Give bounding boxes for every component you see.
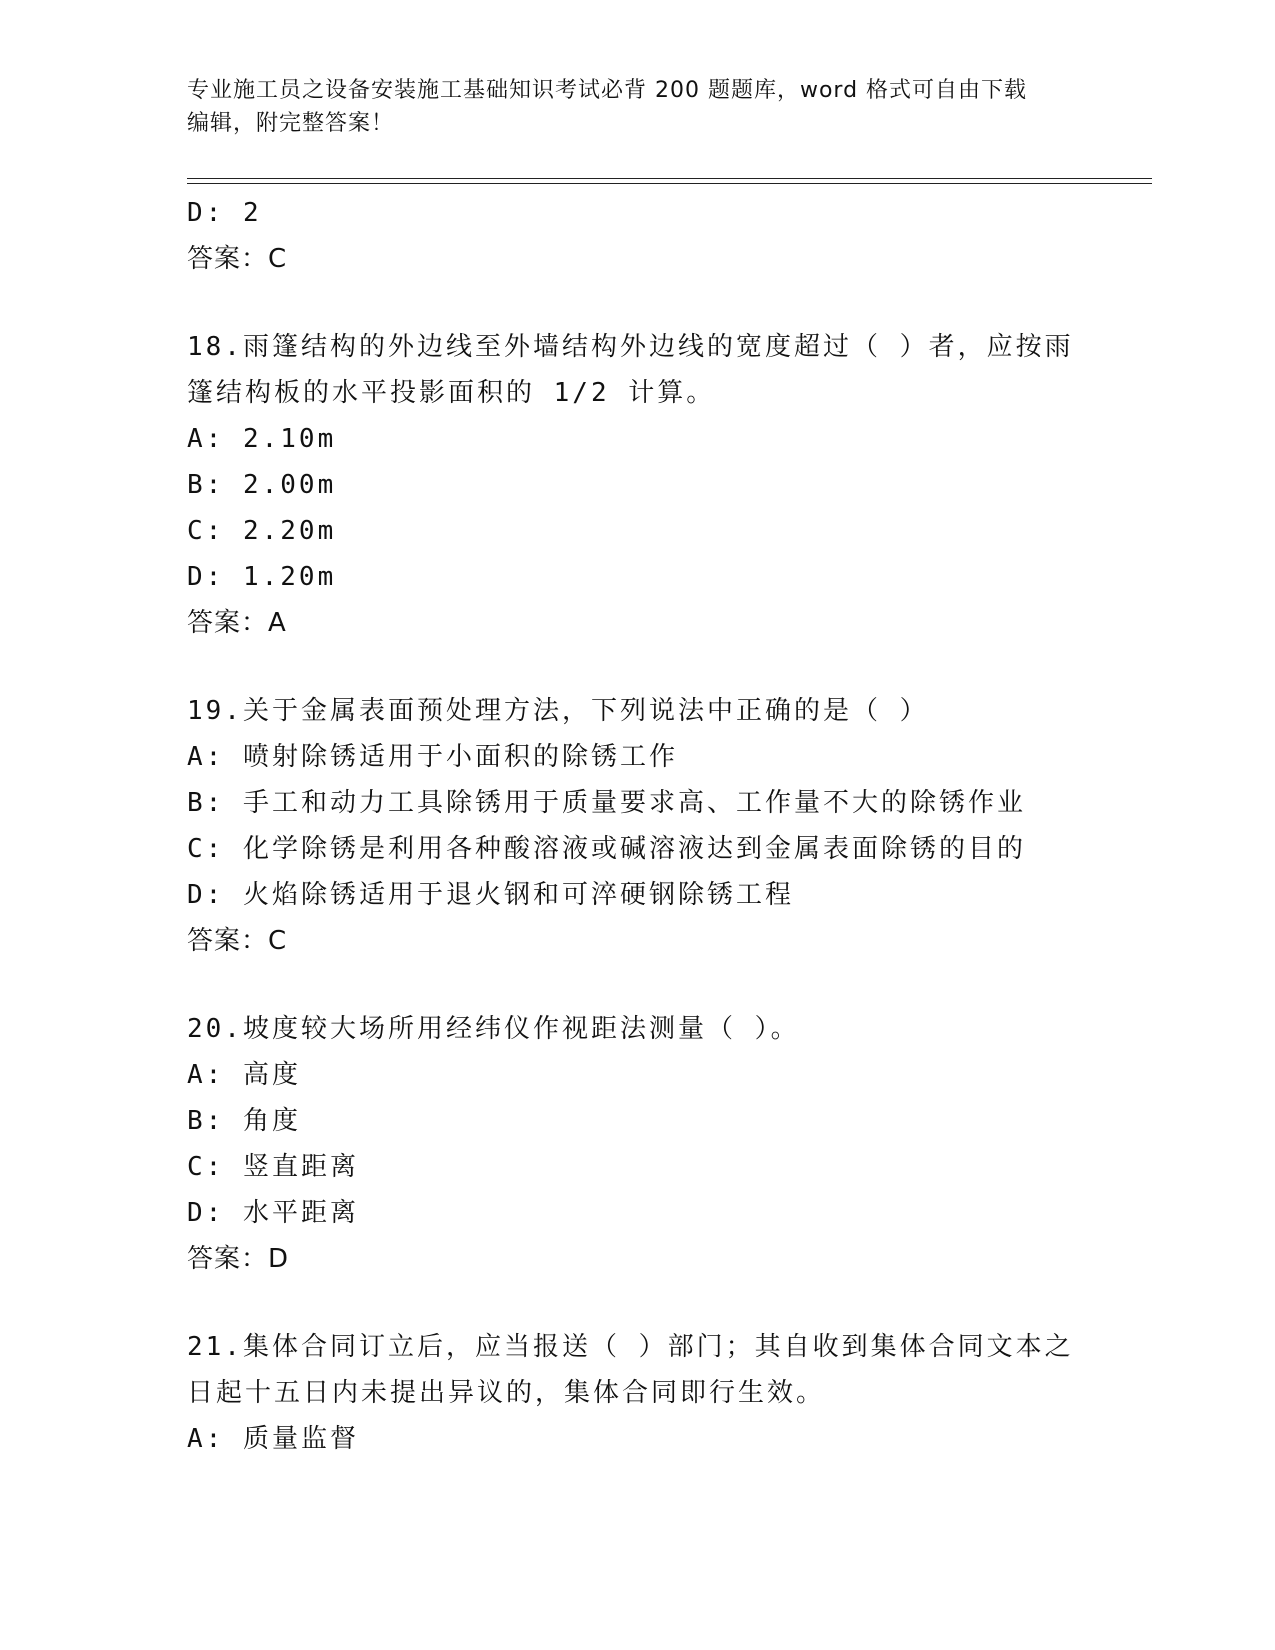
option-line: A: 质量监督 (187, 1424, 359, 1454)
option-line: A: 高度 (187, 1060, 301, 1090)
question-block (187, 190, 1087, 282)
question-text: 日起十五日内未提出异议的，集体合同即行生效。 (187, 1378, 826, 1408)
question-list (187, 190, 1087, 1462)
answer-line: 答案：C (187, 244, 288, 274)
header-line-2: 编辑，附完整答案！ (187, 111, 395, 136)
document-header (187, 74, 1087, 140)
option-line: B: 角度 (187, 1106, 301, 1136)
option-line: C: 2.20m (187, 516, 337, 546)
answer-line: 答案：C (187, 926, 288, 956)
option-line: C: 竖直距离 (187, 1152, 359, 1182)
option-line: D: 火焰除锈适用于退火钢和可淬硬钢除锈工程 (187, 880, 794, 910)
header-divider-bottom (187, 183, 1152, 184)
option-line: D: 水平距离 (187, 1198, 359, 1228)
option-line: D: 1.20m (187, 562, 337, 592)
option-line: B: 手工和动力工具除锈用于质量要求高、工作量不大的除锈作业 (187, 788, 1026, 818)
question-text: 18.雨篷结构的外边线至外墙结构外边线的宽度超过（ ）者，应按雨 (187, 332, 1074, 362)
option-line: A: 2.10m (187, 424, 337, 454)
question-block (187, 324, 1087, 646)
question-text: 21.集体合同订立后，应当报送（ ）部门；其自收到集体合同文本之 (187, 1332, 1074, 1362)
question-block (187, 688, 1087, 964)
answer-line: 答案：A (187, 608, 287, 638)
option-line: A: 喷射除锈适用于小面积的除锈工作 (187, 742, 678, 772)
question-text: 19.关于金属表面预处理方法，下列说法中正确的是（ ） (187, 696, 929, 726)
header-divider-top (187, 178, 1152, 179)
answer-line: 答案：D (187, 1244, 290, 1274)
header-line-1: 专业施工员之设备安装施工基础知识考试必背 200 题题库，word 格式可自由下载 (187, 78, 1028, 103)
question-block (187, 1006, 1087, 1282)
option-line: B: 2.00m (187, 470, 337, 500)
question-text: 篷结构板的水平投影面积的 1/2 计算。 (187, 378, 716, 408)
option-line: C: 化学除锈是利用各种酸溶液或碱溶液达到金属表面除锈的目的 (187, 834, 1026, 864)
option-line: D: 2 (187, 198, 262, 228)
question-text: 20.坡度较大场所用经纬仪作视距法测量（ ）。 (187, 1014, 800, 1044)
question-block (187, 1324, 1087, 1462)
